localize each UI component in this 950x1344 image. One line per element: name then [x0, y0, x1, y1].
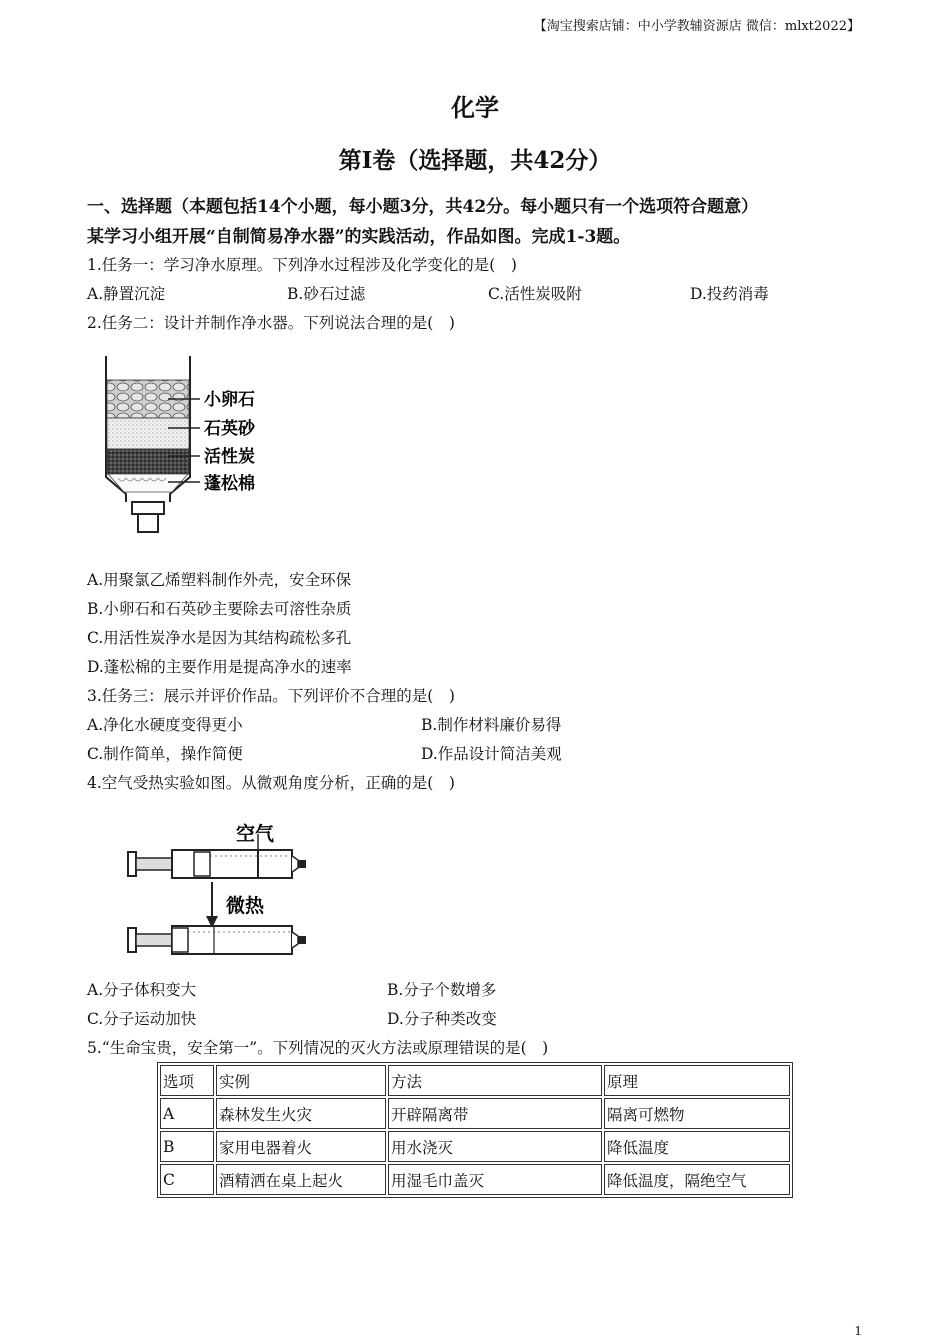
table-cell: 用水浇灭: [388, 1131, 602, 1162]
label-air: 空气: [236, 823, 275, 845]
q2-stem: 2.任务二：设计并制作净水器。下列说法合理的是( ): [87, 314, 455, 332]
table-cell: B: [160, 1131, 214, 1162]
table-cell: 用湿毛巾盖灭: [388, 1164, 602, 1195]
sand-layer: [107, 418, 189, 449]
label-pebble: 小卵石: [204, 390, 255, 410]
q1-option-a: A.静置沉淀: [87, 285, 166, 303]
carbon-layer: [107, 449, 189, 474]
q4-option-b: B.分子个数增多: [387, 981, 497, 999]
page-title: 化学: [451, 93, 499, 122]
table-cell: 开辟隔离带: [388, 1098, 602, 1129]
q4-stem: 4.空气受热实验如图。从微观角度分析，正确的是( ): [87, 774, 455, 792]
table-header-row: [160, 1065, 790, 1096]
q1-option-b: B.砂石过滤: [287, 285, 366, 303]
table-header-cell: 原理: [604, 1065, 790, 1096]
table-header-cell: 实例: [216, 1065, 386, 1096]
q5-stem: 5.“生命宝贵，安全第一”。下列情况的灭火方法或原理错误的是( ): [87, 1039, 549, 1057]
fire-safety-table: [157, 1062, 793, 1198]
q3-option-c: C.制作简单，操作简便: [87, 745, 243, 763]
label-sand: 石英砂: [204, 419, 255, 439]
context-text: 某学习小组开展“自制简易净水器”的实践活动，作品如图。完成1-3题。: [87, 227, 631, 247]
table-header-cell: 选项: [160, 1065, 214, 1096]
q4-option-c: C.分子运动加快: [87, 1010, 197, 1028]
syringe-after: [128, 926, 306, 954]
label-heat: 微热: [226, 895, 265, 917]
q2-option-b: B.小卵石和石英砂主要除去可溶性杂质: [87, 600, 352, 618]
page-number: 1: [854, 1324, 862, 1338]
q3-option-b: B.制作材料廉价易得: [421, 716, 562, 734]
part-heading: 一、选择题（本题包括14个小题，每小题3分，共42分。每小题只有一个选项符合题意）: [87, 197, 759, 217]
q2-option-a: A.用聚氯乙烯塑料制作外壳，安全环保: [87, 571, 352, 589]
q1-option-d: D.投药消毒: [690, 285, 769, 303]
table-cell: 降低温度: [604, 1131, 790, 1162]
table-row: [160, 1098, 790, 1129]
q3-option-a: A.净化水硬度变得更小: [87, 716, 243, 734]
label-cotton: 蓬松棉: [204, 474, 255, 494]
q2-option-c: C.用活性炭净水是因为其结构疏松多孔: [87, 629, 352, 647]
water-filter-figure: [88, 352, 308, 542]
label-carbon: 活性炭: [204, 447, 255, 467]
section-title: 第I卷（选择题，共42分）: [338, 147, 612, 174]
q4-option-a: A.分子体积变大: [87, 981, 197, 999]
q3-stem: 3.任务三：展示并评价作品。下列评价不合理的是( ): [87, 687, 455, 705]
q4-option-d: D.分子种类改变: [387, 1010, 497, 1028]
table-cell: 降低温度，隔绝空气: [604, 1164, 790, 1195]
table-cell: 森林发生火灾: [216, 1098, 386, 1129]
table-header-cell: 方法: [388, 1065, 602, 1096]
q1-option-c: C.活性炭吸附: [488, 285, 582, 303]
table-cell: A: [160, 1098, 214, 1129]
syringe-figure: [110, 812, 330, 962]
q3-option-d: D.作品设计简洁美观: [421, 745, 562, 763]
table-cell: 家用电器着火: [216, 1131, 386, 1162]
table-row: [160, 1164, 790, 1195]
page-header: 【淘宝搜索店铺：中小学教辅资源店 微信：mlxt2022】: [533, 19, 860, 34]
q2-option-d: D.蓬松棉的主要作用是提高净水的速率: [87, 658, 352, 676]
table-row: [160, 1131, 790, 1162]
table-cell: C: [160, 1164, 214, 1195]
syringe-before: [128, 834, 306, 878]
q1-stem: 1.任务一：学习净水原理。下列净水过程涉及化学变化的是( ): [87, 256, 517, 274]
table-cell: 酒精洒在桌上起火: [216, 1164, 386, 1195]
table-cell: 隔离可燃物: [604, 1098, 790, 1129]
